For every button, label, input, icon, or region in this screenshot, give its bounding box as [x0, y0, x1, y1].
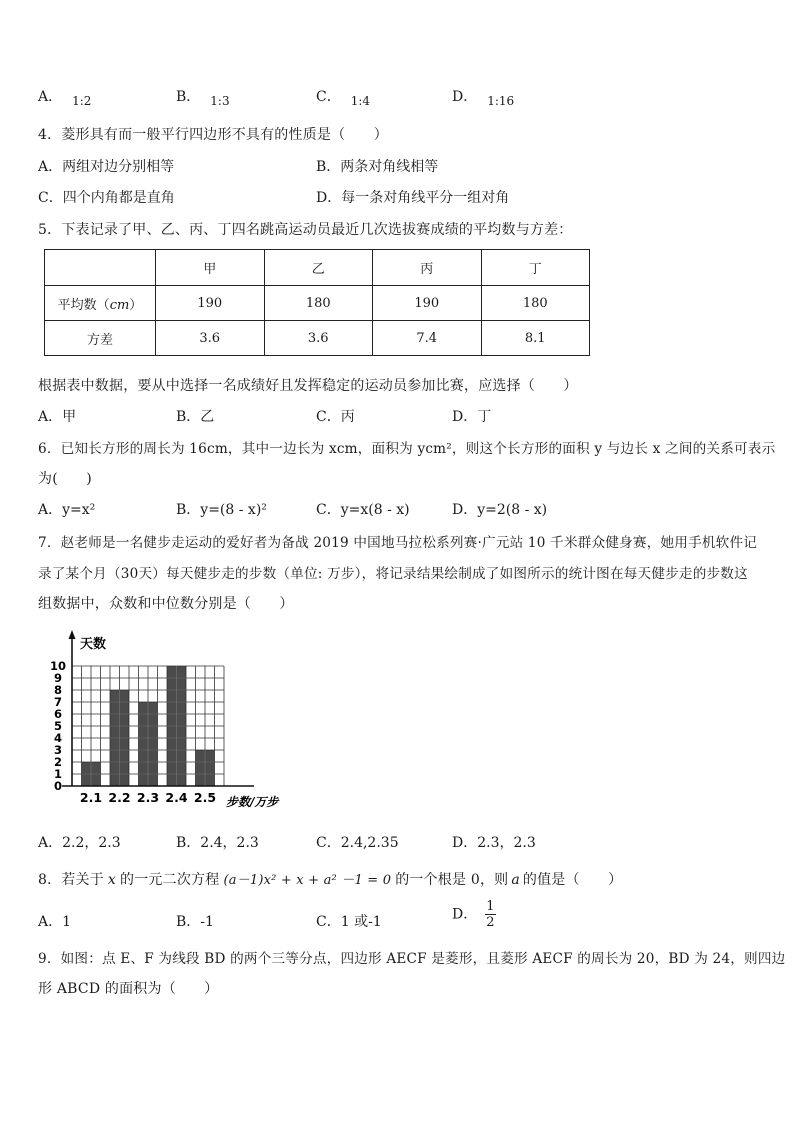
table-header-yi: 乙 — [264, 250, 373, 286]
q4-stem: 4．菱形具有而一般平行四边形不具有的性质是（ ） — [38, 127, 388, 143]
q3-option-b: B． 1:3 — [176, 89, 230, 108]
q7-stem-line1: 7．赵老师是一名健步走运动的爱好者为备战 2019 中国地马拉松系列赛·广元站 10 千米群众健身赛，她用手机软件记 — [38, 535, 758, 551]
q8-option-a: A．1 — [38, 914, 72, 930]
q5-option-c: C．丙 — [316, 409, 355, 425]
q7-bar-chart — [40, 628, 300, 813]
table-cell: 3.6 — [264, 321, 373, 356]
q7-option-a: A．2.2，2.3 — [38, 835, 121, 851]
q4-option-d: D．每一条对角线平分一组对角 — [316, 190, 510, 206]
x-tick-label: 2.5 — [193, 790, 217, 805]
q5-question: 根据表中数据，要从中选择一名成绩好且发挥稳定的运动员参加比赛，应选择（ ） — [38, 378, 578, 394]
q5-option-b: B．乙 — [176, 409, 215, 425]
table-cell: 8.1 — [481, 321, 590, 356]
y-tick-label: 2 — [53, 755, 63, 769]
x-tick-label: 2.3 — [136, 790, 160, 805]
y-tick-label: 6 — [53, 707, 63, 721]
y-tick-label: 8 — [53, 683, 63, 697]
x-tick-label: 2.1 — [79, 790, 103, 805]
q8-fraction: $\frac{1}{2}$ — [486, 899, 495, 930]
q6-option-d: D．y=2(8 - x) — [452, 502, 548, 518]
y-tick-label: 7 — [53, 695, 63, 709]
table-cell: 190 — [156, 286, 265, 321]
q7-stem-line2: 录了某个月（30天）每天健步走的步数（单位: 万步），将记录结果绘制成了如图所示的统计图在每天健步走的步数这 — [38, 566, 748, 582]
q5-option-a: A．甲 — [38, 409, 77, 425]
table-header-ding: 丁 — [481, 250, 590, 286]
q5-data-table — [44, 249, 590, 356]
y-tick-label: 9 — [53, 671, 63, 685]
table-corner-cell — [45, 250, 156, 286]
y-tick-label: 4 — [53, 731, 63, 745]
q7-option-b: B．2.4，2.3 — [176, 835, 259, 851]
y-tick-label: 1 — [53, 767, 63, 781]
y-tick-label: 0 — [53, 779, 63, 793]
table-row — [45, 321, 590, 356]
q9-stem-line2: 形 ABCD 的面积为（ ） — [38, 981, 219, 997]
q8-stem: 8．若关于 x 的一元二次方程 (a－1)x² + x + a² －1 = 0 的一个根是 0，则 a 的值是（ ） — [38, 872, 623, 888]
table-header-jia: 甲 — [156, 250, 265, 286]
y-tick-label: 3 — [53, 743, 63, 757]
q4-option-a: A．两组对边分别相等 — [38, 159, 175, 175]
x-axis-label: 步数/万步 — [226, 795, 279, 809]
q7-stem-line3: 组数据中，众数和中位数分别是（ ） — [38, 596, 294, 612]
q4-option-c: C．四个内角都是直角 — [38, 190, 175, 206]
q3-option-d: D． 1:16 — [452, 89, 515, 108]
table-cell: 7.4 — [373, 321, 482, 356]
table-cell: 3.6 — [156, 321, 265, 356]
q9-stem-line1: 9．如图：点 E、F 为线段 BD 的两个三等分点，四边形 AECF 是菱形，且菱形 AECF 的周长为 20，BD 为 24，则四边 — [38, 951, 786, 967]
q5-stem: 5．下表记录了甲、乙、丙、丁四名跳高运动员最近几次选拔赛成绩的平均数与方差： — [38, 222, 573, 238]
table-header-bing: 丙 — [373, 250, 482, 286]
table-row — [45, 286, 590, 321]
y-tick-label: 10 — [49, 659, 67, 673]
q8-option-d: D． $\frac{1}{2}$ — [452, 899, 495, 930]
table-row-label: 方差 — [45, 321, 156, 356]
chart-ticks — [50, 659, 216, 805]
q7-option-d: D．2.3，2.3 — [452, 835, 536, 851]
q3-option-a: A． 1:2 — [38, 89, 92, 108]
q8-equation: (a－1)x² + x + a² －1 = 0 — [223, 873, 392, 888]
q6-stem-line2: 为( ) — [38, 471, 92, 487]
x-tick-label: 2.4 — [165, 790, 188, 805]
q7-option-c: C．2.4,2.35 — [316, 835, 399, 851]
q5-option-d: D．丁 — [452, 409, 492, 425]
q4-option-b: B．两条对角线相等 — [316, 159, 439, 175]
q6-option-c: C．y=x(8 - x) — [316, 502, 410, 518]
q3-option-c: C． 1:4 — [316, 89, 371, 108]
table-row-label: 平均数（cm） — [45, 286, 156, 321]
q6-option-b: B．y=(8 - x)² — [176, 502, 267, 518]
y-axis-arrow-icon — [69, 630, 76, 639]
q6-stem-line1: 6．已知长方形的周长为 16cm，其中一边长为 xcm，面积为 ycm²，则这个长方形的面积 y 与边长 x 之间的关系可表示 — [38, 441, 776, 457]
q8-option-b: B．-1 — [176, 914, 214, 930]
y-axis-label: 天数 — [80, 637, 107, 652]
q6-option-a: A．y=x² — [38, 502, 96, 518]
y-tick-label: 5 — [53, 719, 63, 733]
table-cell: 190 — [373, 286, 482, 321]
table-cell: 180 — [264, 286, 373, 321]
q8-option-c: C．1 或-1 — [316, 914, 382, 930]
table-cell: 180 — [481, 286, 590, 321]
x-tick-label: 2.2 — [108, 790, 131, 805]
